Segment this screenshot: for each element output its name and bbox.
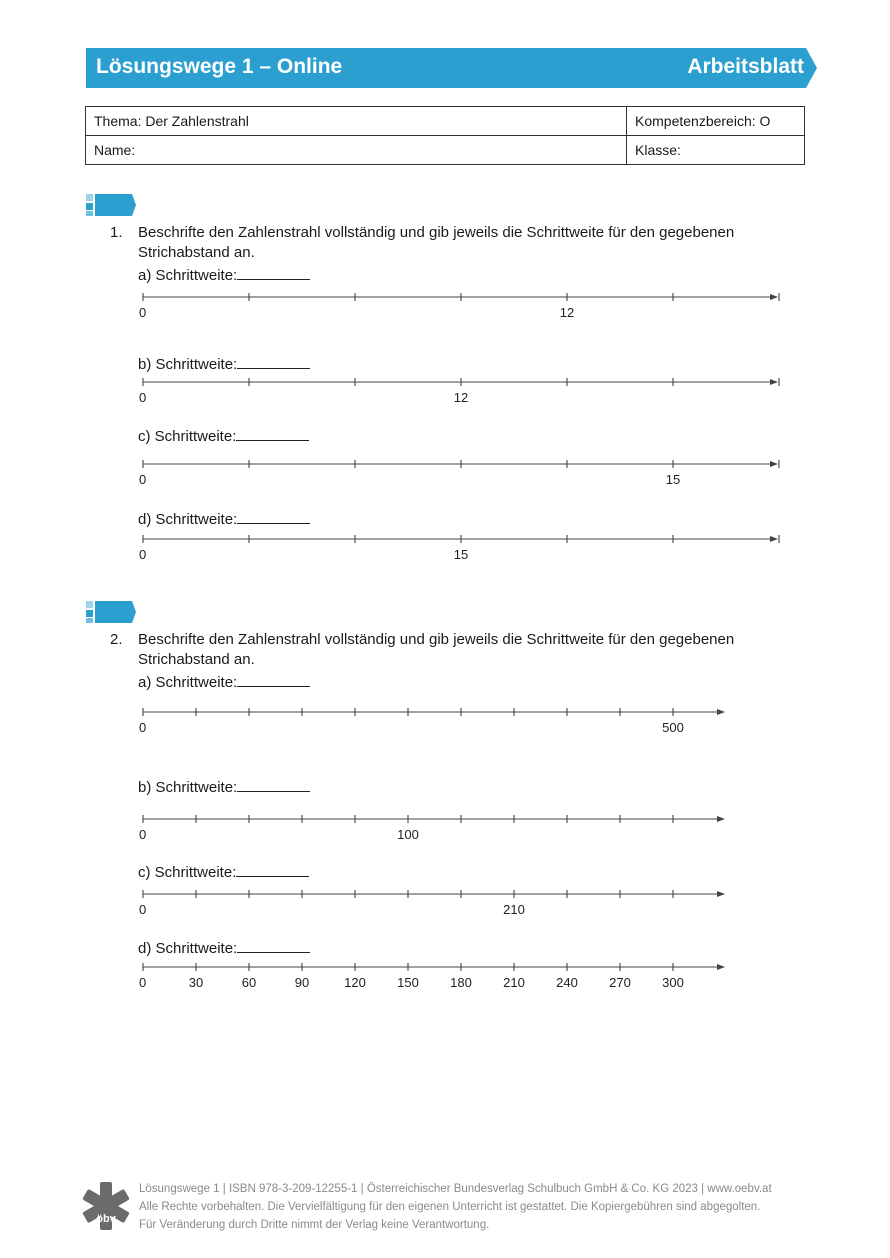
task1-d-arrow-icon: [770, 536, 778, 542]
task1-number: 1.: [110, 224, 123, 241]
task1-c-label: [138, 425, 309, 447]
header-type: Arbeitsblatt: [687, 55, 804, 78]
task2-d-tick-label: 0: [139, 975, 147, 990]
task1-c-tick-label: 15: [665, 472, 681, 487]
task2-c-text: c) Schrittweite:: [138, 864, 237, 881]
task2-d-text: d) Schrittweite:: [138, 940, 238, 957]
answer-blank[interactable]: [237, 264, 310, 280]
task1-d-text: d) Schrittweite:: [138, 511, 238, 528]
task2-a-arrow-icon: [717, 709, 725, 715]
task1-d-label: [138, 508, 310, 530]
name-cell[interactable]: Name:: [86, 136, 627, 165]
klasse-cell[interactable]: Klasse:: [627, 136, 805, 165]
oebv-logo-icon: [80, 1180, 132, 1232]
logo-text: öbv: [96, 1213, 116, 1225]
task2-number: 2.: [110, 631, 123, 648]
answer-blank[interactable]: [237, 776, 310, 792]
task2-d-tick-label: 30: [188, 975, 204, 990]
task2-d-tick-label: 150: [397, 975, 419, 990]
task1-b-tick-label: 0: [139, 390, 147, 405]
task1-b-label: [138, 353, 310, 375]
task2-d-tick-label: 180: [450, 975, 472, 990]
task2-c-arrow-icon: [717, 891, 725, 897]
task2-b-arrow-icon: [717, 816, 725, 822]
task2-d-tick-label: 240: [556, 975, 578, 990]
task1-a-tick-label: 12: [559, 305, 575, 320]
task2-d-tick-label: 120: [344, 975, 366, 990]
kompetenz-cell: Kompetenzbereich: O: [627, 107, 805, 136]
task2-d-arrow-icon: [717, 964, 725, 970]
task2-c-tick-label: 0: [139, 902, 147, 917]
task1-b-text: b) Schrittweite:: [138, 356, 238, 373]
task2-d-tick-label: 90: [294, 975, 310, 990]
task1-a-tick-label: 0: [139, 305, 147, 320]
task2-a-tick-label: 0: [139, 720, 147, 735]
task2-b-text: b) Schrittweite:: [138, 779, 238, 796]
task2-c-label: [138, 861, 309, 883]
task2-c-tick-label: 210: [503, 902, 525, 917]
task2-d-tick-label: 270: [609, 975, 631, 990]
footer-line-1: Lösungswege 1 | ISBN 978-3-209-12255-1 | Österreichischer Bundesverlag Schulbuch GmbH & Co. KG 2023 | www.oebv.at: [139, 1183, 772, 1195]
answer-blank[interactable]: [237, 937, 310, 953]
answer-blank[interactable]: [236, 425, 309, 441]
task2-a-tick-label: 500: [662, 720, 684, 735]
header-banner: [86, 48, 817, 88]
task2-d-tick-label: 210: [503, 975, 525, 990]
task2-d-tick-label: 60: [241, 975, 257, 990]
footer: [139, 1180, 829, 1234]
task2-text: Beschrifte den Zahlenstrahl vollständig und gib jeweils die Schrittweite für den gegebenen Strichabstand an.: [138, 631, 735, 668]
footer-line-2: Alle Rechte vorbehalten. Die Vervielfältigung für den eigenen Unterricht ist gestattet. Die Kopiergebühren sind abgegolten.: [139, 1201, 761, 1213]
task1-b-arrow-icon: [770, 379, 778, 385]
task1-c-arrow-icon: [770, 461, 778, 467]
task1-c-text: c) Schrittweite:: [138, 428, 237, 445]
task2-d-tick-label: 300: [662, 975, 684, 990]
task1-c-tick-label: 0: [139, 472, 147, 487]
header-title: Lösungswege 1 – Online: [96, 55, 343, 78]
info-table: [85, 106, 805, 165]
answer-blank[interactable]: [237, 671, 310, 687]
task2-b-label: [138, 776, 310, 798]
answer-blank[interactable]: [236, 861, 309, 877]
task2-tag-icon: [86, 601, 138, 625]
footer-line-3: Für Veränderung durch Dritte nimmt der Verlag keine Verantwortung.: [139, 1219, 490, 1231]
task1-d-tick-label: 0: [139, 547, 147, 562]
task1-a-label: [138, 264, 310, 286]
task1-d-tick-label: 15: [453, 547, 469, 562]
task1-text: Beschrifte den Zahlenstrahl vollständig und gib jeweils die Schrittweite für den gegebenen Strichabstand an.: [138, 224, 735, 261]
task1-tag-icon: [86, 194, 138, 218]
task2-b-tick-label: 100: [397, 827, 419, 842]
thema-cell: Thema: Der Zahlenstrahl: [86, 107, 627, 136]
task1-a-text: a) Schrittweite:: [138, 267, 238, 284]
task2-d-label: [138, 937, 310, 959]
task1-b-tick-label: 12: [453, 390, 469, 405]
task2-a-label: [138, 671, 310, 693]
answer-blank[interactable]: [237, 353, 310, 369]
answer-blank[interactable]: [237, 508, 310, 524]
task2-a-text: a) Schrittweite:: [138, 674, 238, 691]
task1-a-arrow-icon: [770, 294, 778, 300]
task2-b-tick-label: 0: [139, 827, 147, 842]
